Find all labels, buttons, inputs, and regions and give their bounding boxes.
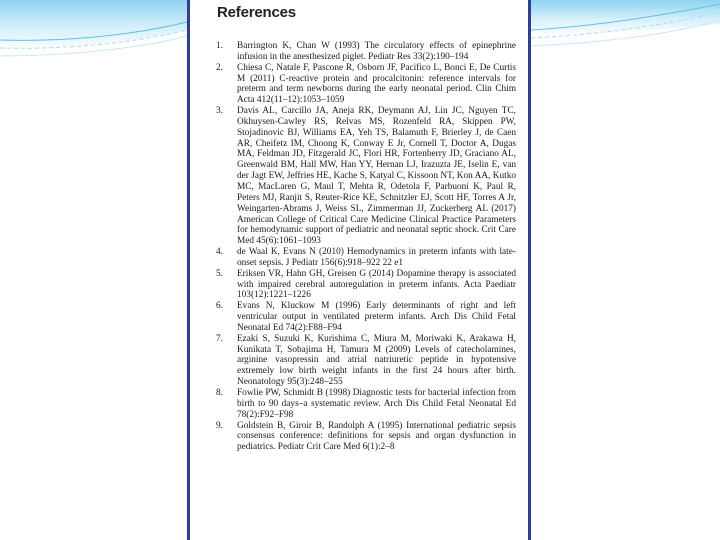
reference-number: 7. (216, 333, 223, 344)
reference-page (187, 0, 531, 540)
reference-number: 6. (216, 301, 223, 312)
reference-number: 3. (216, 106, 223, 117)
reference-text: Fowlie PW, Schmidt B (1998) Diagnostic tests for bacterial infection from birth to 90 days–a systematic review. Arch Dis Child Fetal Neonatal Ed 78(2):F92–F98 (237, 388, 516, 420)
reference-item (216, 41, 516, 63)
reference-number: 9. (216, 420, 223, 431)
reference-text: Ezaki S, Suzuki K, Kurishima C, Miura M, Moriwaki K, Arakawa H, Kunikata T, Sobajima H, Tamura M (2009) Levels of catecholamines, arginine vasopressin and atrial natriuretic peptide in hypotensive extremely low birth weight infants in the first 24 hours after birth. Neonatology 95(3):248–255 (237, 333, 516, 388)
references-heading: References (217, 4, 296, 21)
reference-number: 2. (216, 62, 223, 73)
reference-item (216, 63, 516, 106)
reference-item (216, 334, 516, 388)
reference-list (216, 41, 516, 453)
reference-text: de Waal K, Evans N (2010) Hemodynamics in preterm infants with late-onset sepsis. J Pediatr 156(6):918–922 22 e1 (237, 247, 516, 268)
reference-text: Goldstein B, Giroir B, Randolph A (1995) International pediatric sepsis consensus conference: definitions for sepsis and organ dysfunction in pediatrics. Pediatr Crit Care Med 6(1):2–8 (237, 420, 516, 453)
reference-item (216, 247, 516, 269)
reference-item (216, 421, 516, 454)
reference-text: Davis AL, Carcillo JA, Aneja RK, Deymann AJ, Lin JC, Nguyen TC, Okhuysen-Cawley RS, Relvas MS, Rozenfeld RA, Skippen PW, Stojadinovic BJ, Williams EA, Yeh TS, Balamuth F, Brierley J, de Caen AR, Cheifetz IM, Choong K, Conway E Jr, Cornell T, Doctor A, Dugas MA, Feldman JD, Fitzgerald JC, Flori HR, Fortenberry JD, Graciano AL, Greenwald BM, Hall MW, Han YY, Hernan LJ, Irazuzta JE, Iselin E, van der Jagt EW, Jeffries HE, Kache S, Katyal C, Kissoon NT, Kon AA, Kutko MC, MacLaren G, Maul T, Mehta R, Odetola F, Parbuoni K, Paul R, Peters MJ, Ranjit S, Reuter-Rice KE, Schnitzler EJ, Scott HF, Torres A Jr, Weingarten-Abrams J, Weiss SL, Zimmerman JJ, Zuckerberg AL (2017) American College of Critical Care Medicine Clinical Practice Parameters for hemodynamic support of pediatric and neonatal septic shock. Crit Care Med 45(6):1061–1093 (237, 106, 516, 247)
reference-text: Evans N, Kluckow M (1996) Early determinants of right and left ventricular output in ventilated preterm infants. Arch Dis Child Fetal Neonatal Ed 74(2):F88–F94 (237, 301, 516, 333)
reference-number: 8. (216, 388, 223, 398)
reference-number: 1. (216, 41, 223, 51)
reference-text: Eriksen VR, Hahn GH, Greisen G (2014) Dopamine therapy is associated with impaired cerebral autoregulation in preterm infants. Acta Paediatr 103(12):1221–1226 (237, 268, 516, 301)
reference-item (216, 269, 516, 302)
reference-text: Barrington K, Chan W (1993) The circulatory effects of epinephrine infusion in the anesthesized piglet. Pediatr Res 33(2):190–194 (237, 41, 516, 62)
reference-item (216, 106, 516, 247)
reference-number: 4. (216, 247, 223, 258)
reference-number: 5. (216, 268, 223, 279)
reference-item (216, 301, 516, 334)
reference-text: Chiesa C, Natale F, Pascone R, Osborn JF, Pacifico L, Bonci E, De Curtis M (2011) C-reactive protein and procalcitonin: reference intervals for preterm and term newborns during the early neonatal period. Clin Chim Acta 412(11–12):1053–1059 (237, 62, 516, 106)
reference-item (216, 388, 516, 421)
